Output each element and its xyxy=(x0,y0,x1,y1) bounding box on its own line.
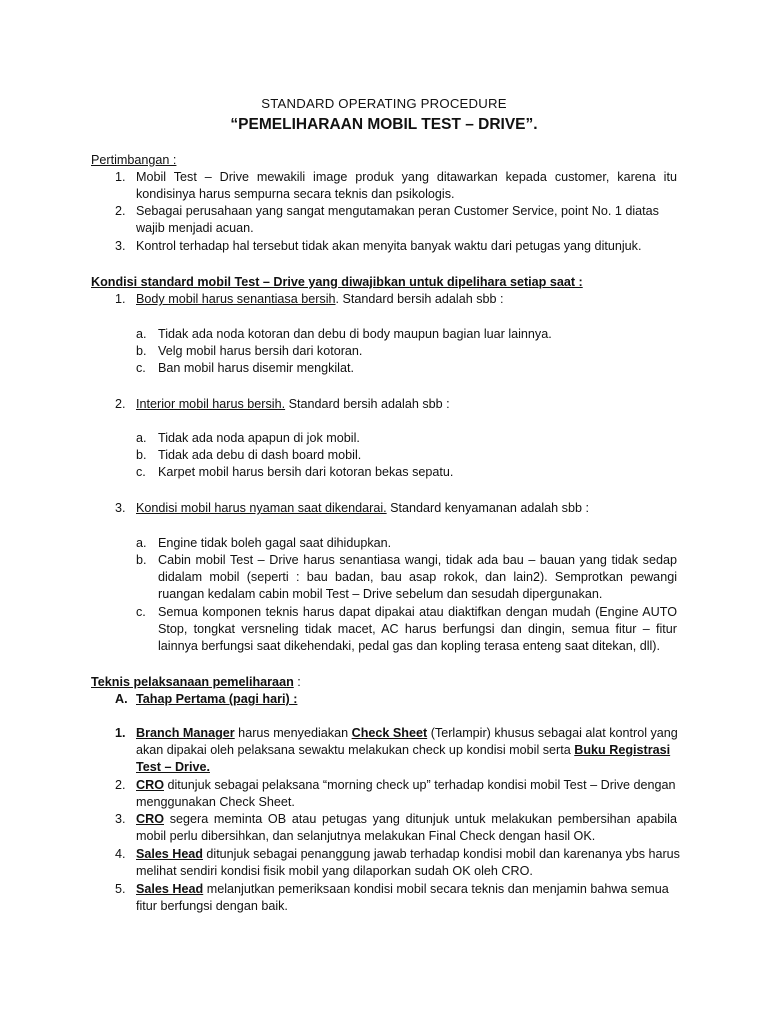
step-text-part: akan dipakai oleh pelaksana sewaktu melakukan check up kondisi mobil serta xyxy=(136,743,575,757)
section-number: 3. xyxy=(115,501,126,515)
sub-letter: c. xyxy=(136,361,146,375)
sub-item-text: Velg mobil harus bersih dari kotoran. xyxy=(158,344,363,358)
sub-letter: a. xyxy=(136,431,147,445)
sub-item-text: Karpet mobil harus bersih dari kotoran bekas sepatu. xyxy=(158,465,454,479)
section-title: Interior mobil harus bersih. xyxy=(136,397,286,411)
step-text-part: ditunjuk sebagai pelaksana “morning check up” terhadap kondisi mobil Test – Drive dengan xyxy=(164,778,676,792)
list-item-text: Mobil Test – Drive mewakili image produk yang ditawarkan kepada customer, karena itu xyxy=(136,170,677,184)
sub-item-text: didalam mobil (seperti : bau badan, bau asap rokok, dan lain2). Semprotkan pewangi xyxy=(158,570,677,584)
document-name: Check Sheet xyxy=(351,726,428,740)
sub-letter: b. xyxy=(136,553,147,567)
step-text-part: segera meminta OB atau petugas yang ditunjuk untuk melakukan pembersihan apabila xyxy=(164,812,677,826)
section-heading xyxy=(136,291,504,308)
sub-item-text: Tidak ada noda kotoran dan debu di body maupun bagian luar lainnya. xyxy=(158,327,552,341)
sub-letter: b. xyxy=(136,448,147,462)
role-name: Sales Head xyxy=(136,847,203,861)
list-item-text: Sebagai perusahaan yang sangat mengutamakan peran Customer Service, point No. 1 diatas xyxy=(136,204,659,218)
step-text xyxy=(136,846,680,863)
sub-letter: c. xyxy=(136,465,146,479)
section-rest: Standard kenyamanan adalah sbb : xyxy=(386,501,589,515)
list-number: 1. xyxy=(115,170,126,184)
stage-letter: A. xyxy=(115,692,128,706)
section-rest: Standard bersih adalah sbb : xyxy=(285,397,450,411)
role-name: CRO xyxy=(136,778,164,792)
teknis-heading xyxy=(91,674,301,691)
step-text-part: harus menyediakan xyxy=(234,726,352,740)
list-item-text: wajib menjadi acuan. xyxy=(136,221,254,235)
step-number: 1. xyxy=(115,726,126,740)
sub-letter: c. xyxy=(136,605,146,619)
section-title: Kondisi mobil harus nyaman saat dikendarai. xyxy=(136,501,387,515)
role-name: Sales Head xyxy=(136,882,204,896)
pertimbangan-heading: Pertimbangan : xyxy=(91,153,177,167)
teknis-heading-text: Teknis pelaksanaan pemeliharaan xyxy=(91,675,294,689)
sub-item-text: Cabin mobil Test – Drive harus senantiasa wangi, tidak ada bau – bauan yang tidak sedap xyxy=(158,553,677,567)
sub-item-text: Tidak ada noda apapun di jok mobil. xyxy=(158,431,360,445)
step-text xyxy=(136,742,670,759)
step-text: menggunakan Check Sheet. xyxy=(136,795,295,809)
sub-item-text: Ban mobil harus disemir mengkilat. xyxy=(158,361,354,375)
sub-item-text: Engine tidak boleh gagal saat dihidupkan. xyxy=(158,536,392,550)
step-number: 4. xyxy=(115,847,126,861)
list-item-text: Kontrol terhadap hal tersebut tidak akan menyita banyak waktu dari petugas yang ditunjuk. xyxy=(136,239,642,253)
section-heading xyxy=(136,500,589,517)
step-text: melihat sendiri kondisi fisik mobil yang dilaporkan sudah OK oleh CRO. xyxy=(136,864,533,878)
sub-letter: b. xyxy=(136,344,147,358)
sub-item-text: Stop, tongkat versneling tidak macet, AC harus berfungsi dan dingin, semua fitur – fitur xyxy=(158,622,677,636)
step-text xyxy=(136,811,677,828)
step-text-part: ditunjuk sebagai penanggung jawab terhadap kondisi mobil dan karenanya ybs harus xyxy=(202,847,680,861)
sub-item-text: ruangan kedalam cabin mobil Test – Drive sebelum dan sesudah dipergunakan. xyxy=(158,587,603,601)
section-heading xyxy=(136,396,450,413)
document-name: Buku Registrasi xyxy=(574,743,671,757)
list-number: 3. xyxy=(115,239,126,253)
role-name: CRO xyxy=(136,812,164,826)
list-item-text: kondisinya harus sempurna secara teknis dan psikologis. xyxy=(136,187,455,201)
stage-title: Tahap Pertama (pagi hari) : xyxy=(136,692,298,706)
section-rest: . Standard bersih adalah sbb : xyxy=(335,292,504,306)
sub-item-text: lainnya berfungsi saat dikehendaki, pedal gas dan kopling terasa enteng saat ditekan, dll). xyxy=(158,639,660,653)
step-number: 5. xyxy=(115,882,126,896)
kondisi-heading: Kondisi standard mobil Test – Drive yang diwajibkan untuk dipelihara setiap saat : xyxy=(91,275,583,289)
sub-letter: a. xyxy=(136,536,147,550)
sub-letter: a. xyxy=(136,327,147,341)
step-text xyxy=(136,777,676,794)
step-number: 2. xyxy=(115,778,126,792)
sub-item-text: Semua komponen teknis harus dapat dipakai atau diaktifkan dengan mudah (Engine AUTO xyxy=(158,605,677,619)
teknis-heading-suffix: : xyxy=(293,675,301,689)
section-number: 1. xyxy=(115,292,126,306)
step-text xyxy=(136,725,678,742)
step-text-part: melanjutkan pemeriksaan kondisi mobil secara teknis dan menjamin bahwa semua xyxy=(203,882,669,896)
step-text: fitur berfungsi dengan baik. xyxy=(136,899,288,913)
section-title: Body mobil harus senantiasa bersih xyxy=(136,292,336,306)
role-name: Branch Manager xyxy=(136,726,235,740)
document-title: STANDARD OPERATING PROCEDURE xyxy=(261,96,507,111)
sub-item-text: Tidak ada debu di dash board mobil. xyxy=(158,448,362,462)
step-text: mobil perlu dibersihkan, dan selanjutnya melakukan Final Check dengan hasil OK. xyxy=(136,829,596,843)
step-text xyxy=(136,881,669,898)
document-subtitle: “PEMELIHARAAN MOBIL TEST – DRIVE”. xyxy=(230,116,538,133)
list-number: 2. xyxy=(115,204,126,218)
document-name: Test – Drive. xyxy=(136,760,210,774)
step-text-part: (Terlampir) khusus sebagai alat kontrol yang xyxy=(427,726,678,740)
step-number: 3. xyxy=(115,812,126,826)
section-number: 2. xyxy=(115,397,126,411)
